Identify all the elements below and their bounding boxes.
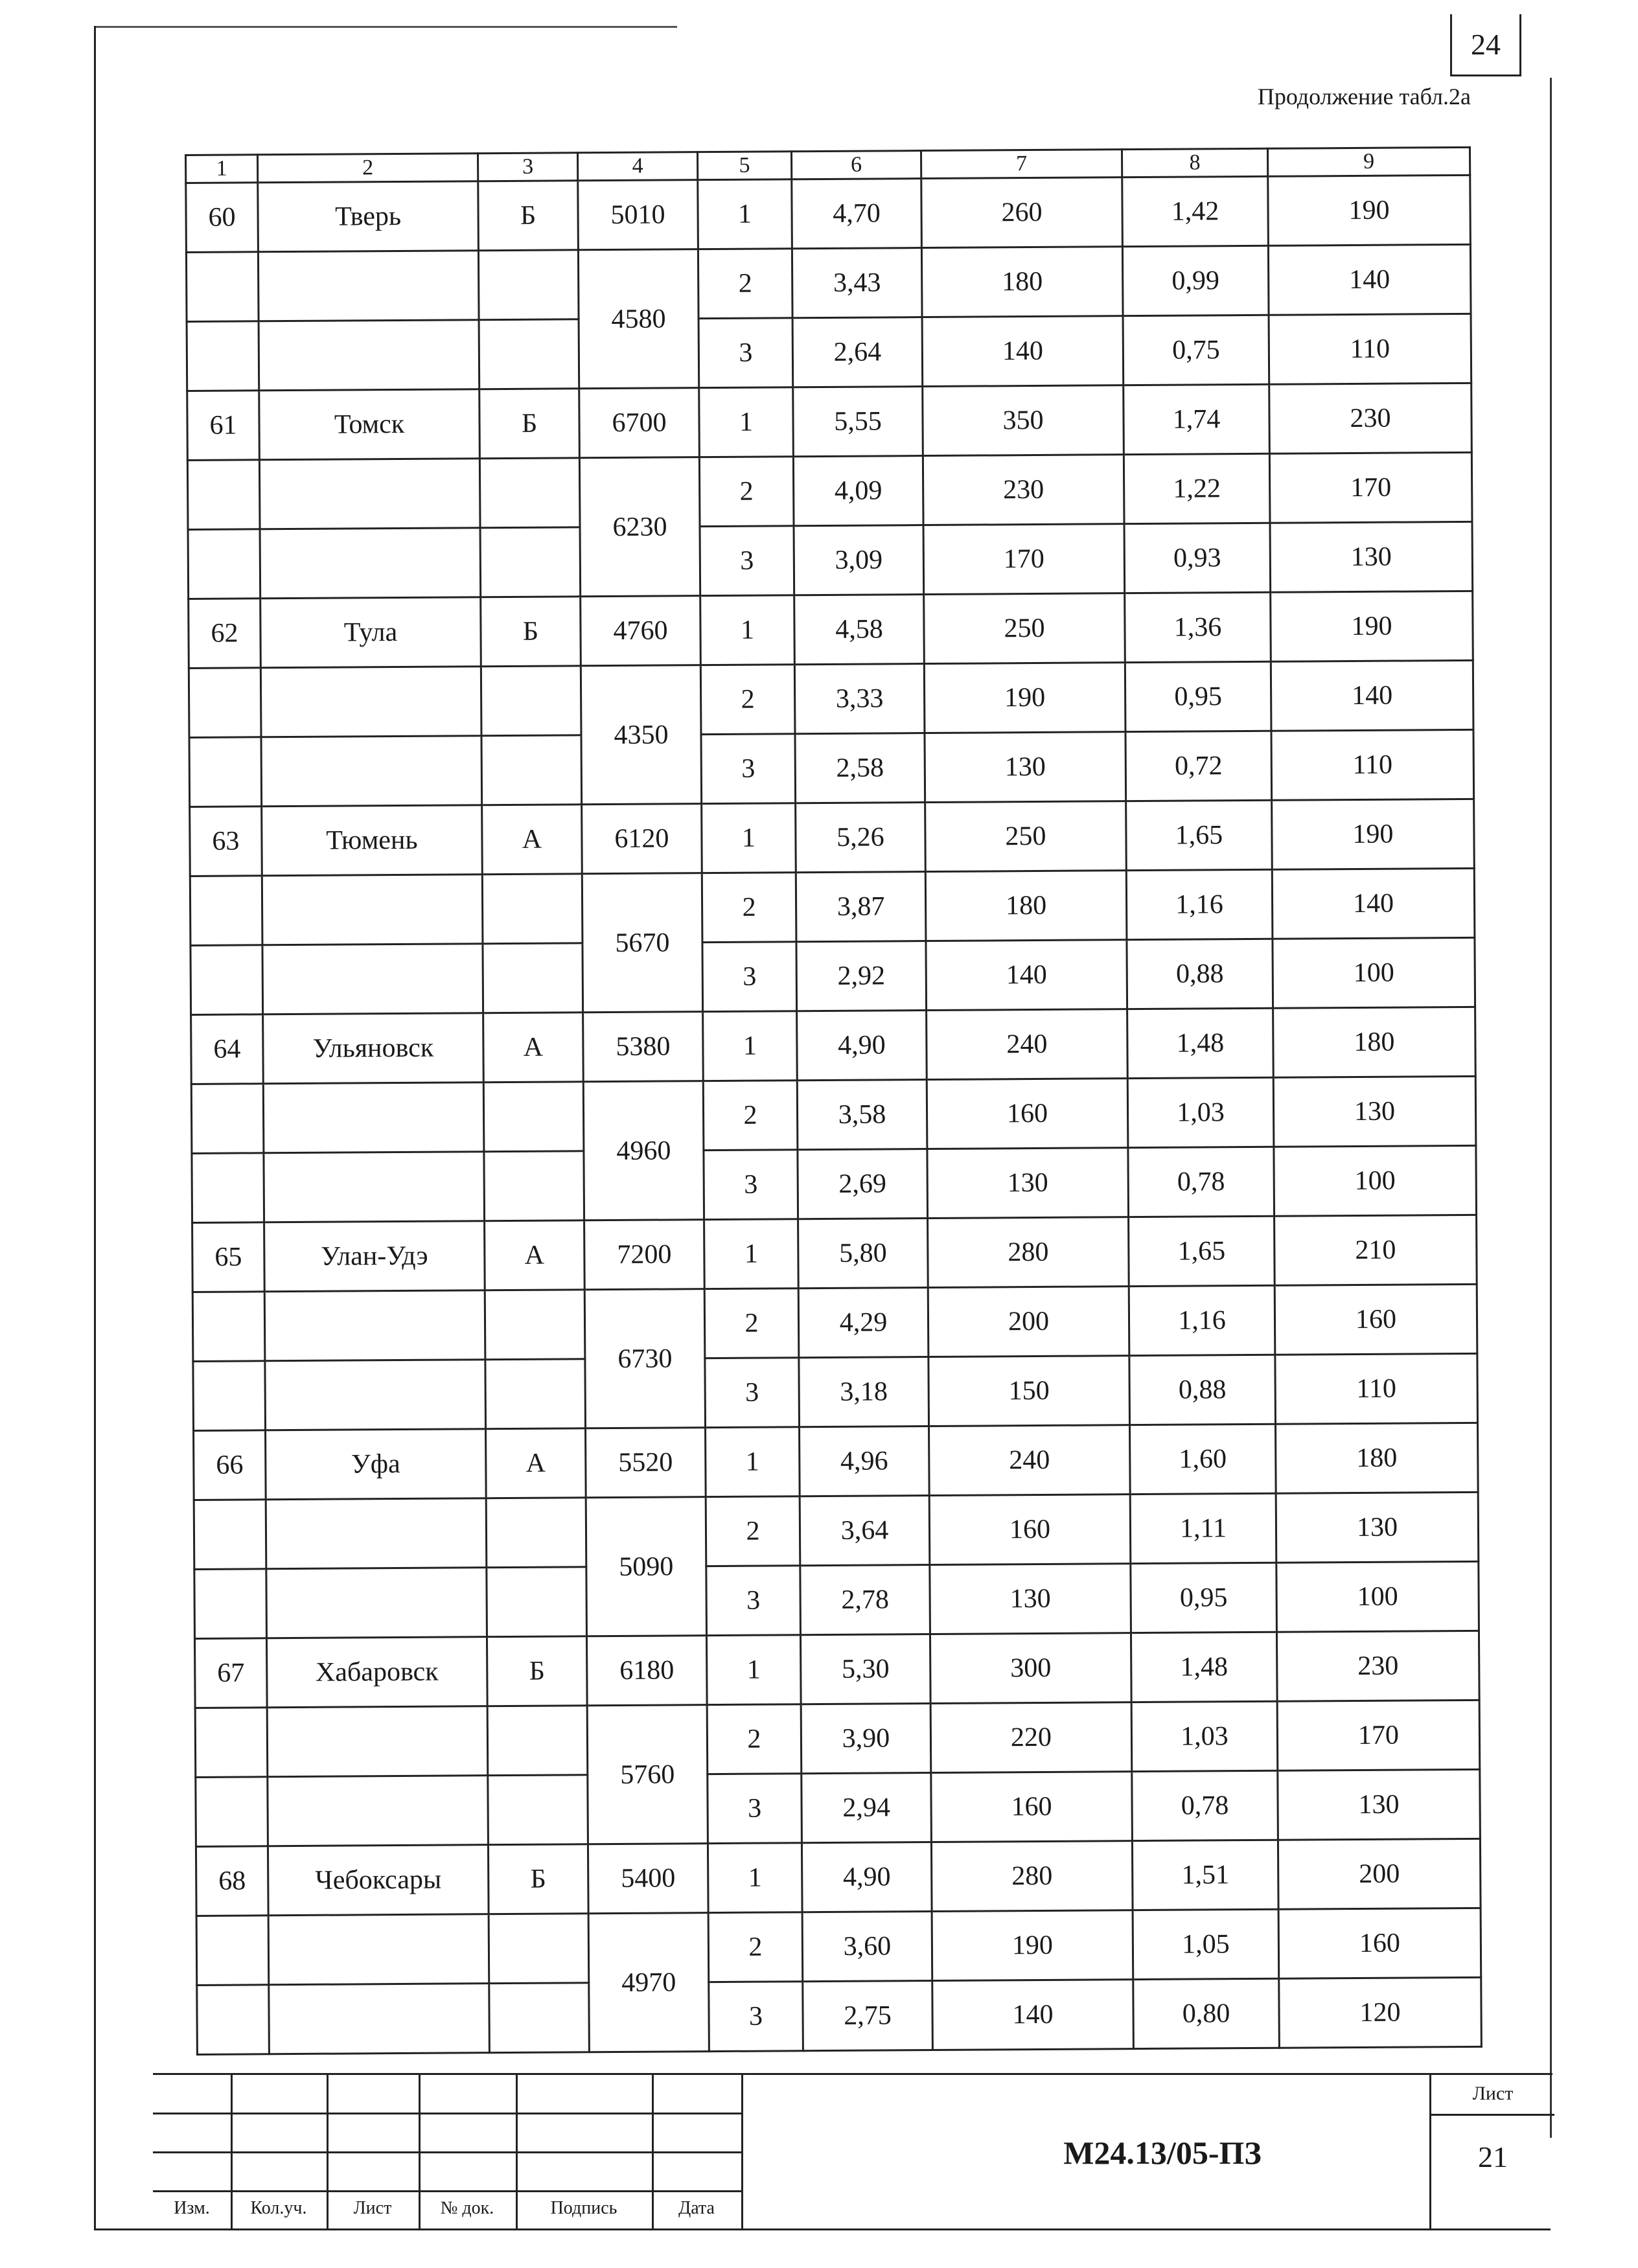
empty-cell: [264, 1152, 485, 1222]
value-cell: 0,78: [1128, 1147, 1275, 1217]
zone-cell: Б: [488, 1844, 588, 1914]
value-cell: 190: [1268, 175, 1471, 246]
table-row: [187, 314, 1471, 391]
value-cell: 230: [923, 455, 1124, 525]
empty-cell: [262, 875, 483, 945]
column-header: 1: [186, 155, 258, 183]
value-cell: 160: [1275, 1284, 1477, 1355]
label-doc-no: № док.: [440, 2198, 494, 2218]
value-col4-merged-cell: 5760: [587, 1705, 708, 1844]
value-cell: 3: [708, 1774, 802, 1844]
column-header: 5: [697, 152, 791, 180]
empty-cell: [188, 529, 260, 599]
value-cell: 100: [1274, 1145, 1477, 1216]
value-cell: 0,95: [1131, 1563, 1277, 1632]
value-cell: 1,03: [1131, 1701, 1278, 1771]
title-block: [153, 2073, 1552, 2230]
value-cell: 1: [708, 1843, 802, 1913]
empty-cell: [267, 1706, 488, 1777]
table-row: [192, 1284, 1477, 1361]
zone-cell: Б: [487, 1636, 587, 1706]
sheet-number: 21: [1478, 2140, 1508, 2173]
city-cell: Улан-Удэ: [264, 1221, 485, 1292]
value-cell: 190: [1271, 591, 1473, 661]
value-cell: 1,16: [1129, 1285, 1275, 1355]
value-cell: 2: [704, 1289, 799, 1358]
row-number-cell: 64: [191, 1014, 264, 1084]
value-cell: 3: [700, 526, 794, 596]
empty-cell: [187, 460, 260, 530]
value-cell: 1,48: [1127, 1008, 1274, 1078]
empty-cell: [486, 1498, 586, 1568]
value-cell: 230: [1276, 1631, 1479, 1701]
value-cell: 1: [700, 595, 795, 665]
value-cell: 140: [1271, 660, 1473, 731]
table-row: [191, 1076, 1476, 1153]
empty-cell: [191, 1084, 264, 1154]
value-cell: 2,92: [796, 941, 927, 1011]
empty-cell: [186, 252, 259, 322]
value-cell: 210: [1275, 1215, 1477, 1285]
value-col4-cell: 5520: [586, 1428, 706, 1498]
value-col4-cell: 6120: [582, 804, 702, 874]
empty-cell: [479, 319, 579, 389]
table-row: [189, 660, 1473, 737]
empty-cell: [187, 321, 259, 391]
table-row: [189, 591, 1473, 668]
value-cell: 120: [1279, 1977, 1482, 2048]
value-cell: 130: [1276, 1492, 1479, 1563]
empty-cell: [196, 1777, 268, 1847]
empty-cell: [261, 736, 482, 807]
table-row: [186, 175, 1471, 252]
value-cell: 110: [1275, 1353, 1478, 1424]
continuation-label: Продолжение табл.2а: [1257, 84, 1471, 109]
value-cell: 0,72: [1125, 731, 1272, 801]
value-cell: 300: [930, 1633, 1131, 1704]
table-row: [190, 799, 1475, 876]
empty-cell: [189, 737, 262, 807]
table-row: [188, 521, 1473, 599]
table-row: [194, 1631, 1479, 1708]
value-cell: 140: [922, 316, 1124, 387]
value-cell: 240: [929, 1425, 1131, 1496]
value-cell: 190: [924, 663, 1125, 733]
value-cell: 1,03: [1127, 1077, 1274, 1147]
table-row: [187, 452, 1472, 529]
zone-cell: А: [486, 1428, 586, 1498]
value-cell: 2,94: [802, 1773, 932, 1843]
label-izm: Изм.: [174, 2198, 210, 2218]
value-cell: 170: [923, 524, 1125, 595]
zone-cell: А: [482, 805, 583, 875]
value-cell: 1,51: [1132, 1840, 1278, 1910]
value-cell: 130: [925, 732, 1126, 803]
empty-cell: [193, 1361, 266, 1431]
value-cell: 240: [927, 1009, 1128, 1080]
column-header: 7: [921, 150, 1122, 179]
value-cell: 2: [707, 1704, 802, 1774]
value-col4-merged-cell: 4580: [578, 249, 698, 389]
value-cell: 0,75: [1123, 315, 1269, 385]
value-col4-cell: 5400: [588, 1844, 708, 1914]
table-row: [190, 937, 1475, 1014]
frame-left-line: [94, 26, 96, 2228]
empty-cell: [268, 1776, 489, 1846]
label-list: Лист: [353, 2198, 392, 2218]
value-cell: 4,09: [793, 456, 923, 526]
empty-cell: [266, 1568, 487, 1638]
revision-grid: [153, 2075, 743, 2230]
value-cell: 0,88: [1127, 939, 1273, 1009]
value-cell: 160: [927, 1079, 1128, 1149]
value-cell: 1: [699, 387, 794, 457]
value-cell: 160: [1278, 1908, 1481, 1978]
value-cell: 190: [932, 1910, 1133, 1981]
value-cell: 5,55: [793, 387, 923, 457]
value-col4-cell: 4760: [581, 596, 701, 666]
table-row: [194, 1492, 1479, 1569]
empty-cell: [266, 1498, 487, 1569]
table-row: [194, 1423, 1479, 1500]
value-col4-cell: 6180: [586, 1636, 707, 1706]
empty-cell: [479, 458, 580, 528]
value-cell: 260: [921, 178, 1123, 248]
table-row: [191, 1007, 1476, 1084]
empty-cell: [483, 1082, 584, 1152]
row-number-cell: 60: [186, 183, 259, 253]
empty-cell: [480, 527, 581, 597]
value-cell: 1,42: [1122, 176, 1269, 246]
value-cell: 2: [698, 249, 792, 319]
value-cell: 4,29: [798, 1288, 929, 1358]
value-cell: 4,90: [797, 1011, 927, 1081]
row-number-cell: 63: [190, 807, 262, 876]
city-cell: Ульяновск: [263, 1013, 484, 1084]
value-cell: 2: [699, 457, 794, 527]
label-date: Дата: [678, 2198, 715, 2218]
value-cell: 1,05: [1133, 1909, 1279, 1979]
row-number-cell: 61: [187, 391, 260, 461]
row-number-cell: 67: [194, 1638, 267, 1708]
value-cell: 1: [704, 1219, 799, 1289]
value-cell: 110: [1269, 314, 1471, 384]
value-cell: 140: [1268, 244, 1471, 315]
value-cell: 1,11: [1130, 1493, 1276, 1563]
value-cell: 180: [1276, 1423, 1479, 1493]
zone-cell: Б: [478, 181, 579, 251]
table-row: [195, 1700, 1480, 1777]
value-cell: 0,95: [1125, 661, 1271, 731]
empty-cell: [192, 1153, 264, 1223]
value-cell: 5,80: [798, 1219, 929, 1289]
sheet-box: [1429, 2075, 1554, 2230]
table-row: [193, 1353, 1478, 1430]
empty-cell: [197, 1985, 270, 2055]
zone-cell: Б: [479, 389, 580, 459]
value-cell: 250: [925, 801, 1127, 872]
empty-cell: [484, 1151, 584, 1221]
value-cell: 2: [700, 665, 795, 735]
empty-cell: [481, 666, 581, 736]
value-cell: 3: [704, 1150, 798, 1220]
table-row: [197, 1977, 1482, 2054]
value-cell: 350: [923, 385, 1124, 456]
column-header: 6: [791, 151, 921, 179]
value-cell: 140: [1272, 868, 1475, 939]
column-header: 8: [1122, 148, 1267, 177]
value-cell: 170: [1277, 1700, 1480, 1770]
value-cell: 160: [931, 1772, 1133, 1842]
value-cell: 3,18: [799, 1357, 929, 1427]
frame-top-line: [94, 26, 677, 28]
city-cell: Тюмень: [262, 805, 483, 876]
empty-cell: [258, 251, 479, 321]
value-cell: 110: [1271, 729, 1474, 800]
value-cell: 0,80: [1133, 1978, 1280, 2048]
value-cell: 200: [1278, 1838, 1481, 1909]
zone-cell: А: [485, 1220, 585, 1290]
value-cell: 200: [928, 1287, 1129, 1357]
table-row: [192, 1215, 1477, 1292]
sheet-label: Лист: [1472, 2083, 1514, 2104]
value-cell: 2,69: [798, 1149, 928, 1219]
value-cell: 250: [924, 593, 1125, 664]
city-cell: Томск: [259, 389, 480, 460]
city-cell: Тула: [260, 597, 481, 668]
value-cell: 3: [701, 734, 796, 804]
empty-cell: [485, 1359, 586, 1429]
empty-cell: [269, 1984, 490, 2054]
row-number-cell: 62: [189, 599, 261, 669]
empty-cell: [262, 944, 483, 1014]
value-cell: 5,26: [796, 803, 926, 873]
value-cell: 2,75: [803, 1981, 933, 2051]
empty-cell: [260, 667, 481, 737]
value-cell: 3: [698, 318, 793, 388]
value-cell: 220: [930, 1702, 1132, 1773]
empty-cell: [487, 1706, 588, 1776]
value-cell: 0,78: [1132, 1770, 1278, 1840]
value-cell: 1,60: [1130, 1424, 1276, 1494]
column-header: 3: [478, 153, 578, 181]
label-kol-uch: Кол.уч.: [250, 2198, 307, 2218]
value-cell: 0,88: [1129, 1355, 1276, 1425]
value-cell: 1: [706, 1635, 801, 1705]
empty-cell: [478, 250, 579, 320]
value-cell: 0,93: [1124, 523, 1271, 593]
value-cell: 3,87: [796, 872, 926, 942]
empty-cell: [268, 1914, 489, 1985]
value-cell: 1,36: [1125, 592, 1271, 662]
table-row: [196, 1769, 1481, 1846]
value-cell: 2,64: [792, 317, 923, 387]
value-cell: 2: [708, 1912, 803, 1982]
empty-cell: [194, 1500, 266, 1570]
value-cell: 1,65: [1126, 800, 1273, 870]
table-row: [192, 1145, 1477, 1222]
empty-cell: [194, 1569, 267, 1639]
table-row: [189, 729, 1474, 807]
value-cell: 2: [703, 1081, 798, 1151]
value-cell: 3,60: [802, 1912, 932, 1982]
value-cell: 3: [706, 1566, 801, 1636]
value-cell: 3,09: [794, 525, 924, 595]
empty-cell: [489, 1914, 589, 1984]
value-col4-merged-cell: 4350: [581, 665, 701, 805]
empty-cell: [264, 1290, 485, 1361]
value-cell: 1,74: [1124, 384, 1270, 454]
page-number: 24: [1450, 14, 1521, 76]
value-cell: 140: [926, 940, 1127, 1011]
value-col4-cell: 7200: [584, 1220, 705, 1290]
value-cell: 1,48: [1131, 1632, 1277, 1702]
empty-cell: [263, 1082, 484, 1153]
value-cell: 2: [706, 1496, 800, 1566]
value-cell: 4,70: [792, 179, 922, 249]
value-cell: 230: [1269, 383, 1472, 453]
empty-cell: [195, 1708, 268, 1778]
value-cell: 140: [932, 1980, 1134, 2050]
empty-cell: [196, 1916, 269, 1986]
value-cell: 160: [929, 1495, 1131, 1565]
value-col4-merged-cell: 5090: [586, 1497, 706, 1636]
empty-cell: [259, 459, 480, 529]
city-cell: Тверь: [258, 181, 479, 252]
value-cell: 5,30: [800, 1634, 930, 1704]
value-cell: 130: [930, 1564, 1131, 1634]
value-cell: 1,16: [1126, 869, 1273, 939]
value-cell: 4,96: [800, 1426, 930, 1496]
empty-cell: [485, 1290, 585, 1360]
table-row: [196, 1908, 1481, 1985]
city-cell: Хабаровск: [266, 1637, 487, 1708]
value-cell: 3,43: [792, 248, 922, 318]
value-cell: 3,90: [801, 1704, 931, 1774]
value-cell: 1: [703, 1011, 798, 1081]
value-cell: 180: [921, 247, 1123, 317]
value-cell: 1: [698, 179, 792, 249]
table-row: [196, 1838, 1481, 1916]
value-cell: 3: [705, 1358, 800, 1428]
value-col4-cell: 6700: [579, 388, 700, 458]
value-cell: 180: [925, 871, 1127, 941]
value-col4-merged-cell: 4960: [583, 1081, 704, 1220]
value-col4-merged-cell: 6230: [579, 457, 700, 597]
value-cell: 170: [1269, 452, 1472, 523]
empty-cell: [265, 1360, 486, 1430]
empty-cell: [487, 1567, 587, 1637]
table-row: [190, 868, 1475, 945]
empty-cell: [189, 668, 261, 738]
value-cell: 1,65: [1129, 1216, 1275, 1286]
value-cell: 130: [1270, 521, 1473, 592]
value-cell: 2,58: [795, 733, 925, 803]
zone-cell: А: [483, 1013, 584, 1082]
column-header: 9: [1267, 147, 1470, 176]
value-cell: 130: [1278, 1769, 1481, 1840]
value-cell: 3,33: [794, 664, 925, 734]
zone-cell: Б: [481, 597, 581, 667]
empty-cell: [488, 1775, 588, 1845]
value-cell: 130: [1273, 1076, 1476, 1147]
value-cell: 2,78: [800, 1565, 930, 1635]
value-cell: 3: [709, 1982, 803, 2052]
value-col4-merged-cell: 4970: [588, 1913, 709, 2052]
value-cell: 2: [702, 873, 796, 943]
value-col4-merged-cell: 5670: [582, 873, 702, 1013]
value-cell: 1: [702, 803, 796, 873]
table-row: [186, 244, 1471, 321]
value-cell: 100: [1276, 1561, 1479, 1632]
row-number-cell: 66: [194, 1430, 266, 1500]
empty-cell: [190, 876, 262, 946]
empty-cell: [489, 1983, 590, 2053]
value-cell: 180: [1273, 1007, 1476, 1077]
value-cell: 3: [702, 942, 797, 1012]
empty-cell: [259, 320, 479, 391]
city-cell: Уфа: [266, 1429, 487, 1500]
column-header: 2: [258, 154, 478, 183]
empty-cell: [482, 874, 583, 944]
value-cell: 280: [931, 1841, 1133, 1912]
value-cell: 4,58: [794, 595, 925, 665]
empty-cell: [192, 1292, 265, 1362]
empty-cell: [190, 945, 263, 1015]
value-cell: 150: [929, 1356, 1130, 1426]
value-cell: 3,64: [800, 1496, 930, 1566]
value-cell: 0,99: [1122, 246, 1269, 315]
table-row: [194, 1561, 1479, 1638]
value-col4-cell: 5010: [578, 180, 698, 250]
value-cell: 1,22: [1124, 453, 1270, 523]
data-table: [185, 146, 1482, 2056]
column-header: 4: [577, 152, 697, 181]
value-cell: 190: [1272, 799, 1475, 869]
value-cell: 100: [1273, 937, 1475, 1008]
empty-cell: [481, 735, 582, 805]
value-cell: 130: [927, 1148, 1129, 1219]
row-number-cell: 68: [196, 1846, 268, 1916]
label-signature: Подпись: [550, 2198, 617, 2218]
value-cell: 4,90: [802, 1842, 932, 1912]
empty-cell: [483, 943, 583, 1013]
city-cell: Чебоксары: [268, 1845, 489, 1916]
value-cell: 1: [706, 1427, 800, 1497]
value-col4-merged-cell: 6730: [584, 1289, 705, 1428]
frame-right-line: [1550, 78, 1552, 2138]
row-number-cell: 65: [192, 1222, 265, 1292]
table-row: [187, 383, 1472, 460]
value-cell: 3,58: [797, 1080, 927, 1150]
value-col4-cell: 5380: [583, 1012, 704, 1082]
document-code: М24.13/05-ПЗ: [1063, 2135, 1262, 2171]
empty-cell: [260, 528, 481, 599]
value-cell: 280: [928, 1217, 1129, 1288]
